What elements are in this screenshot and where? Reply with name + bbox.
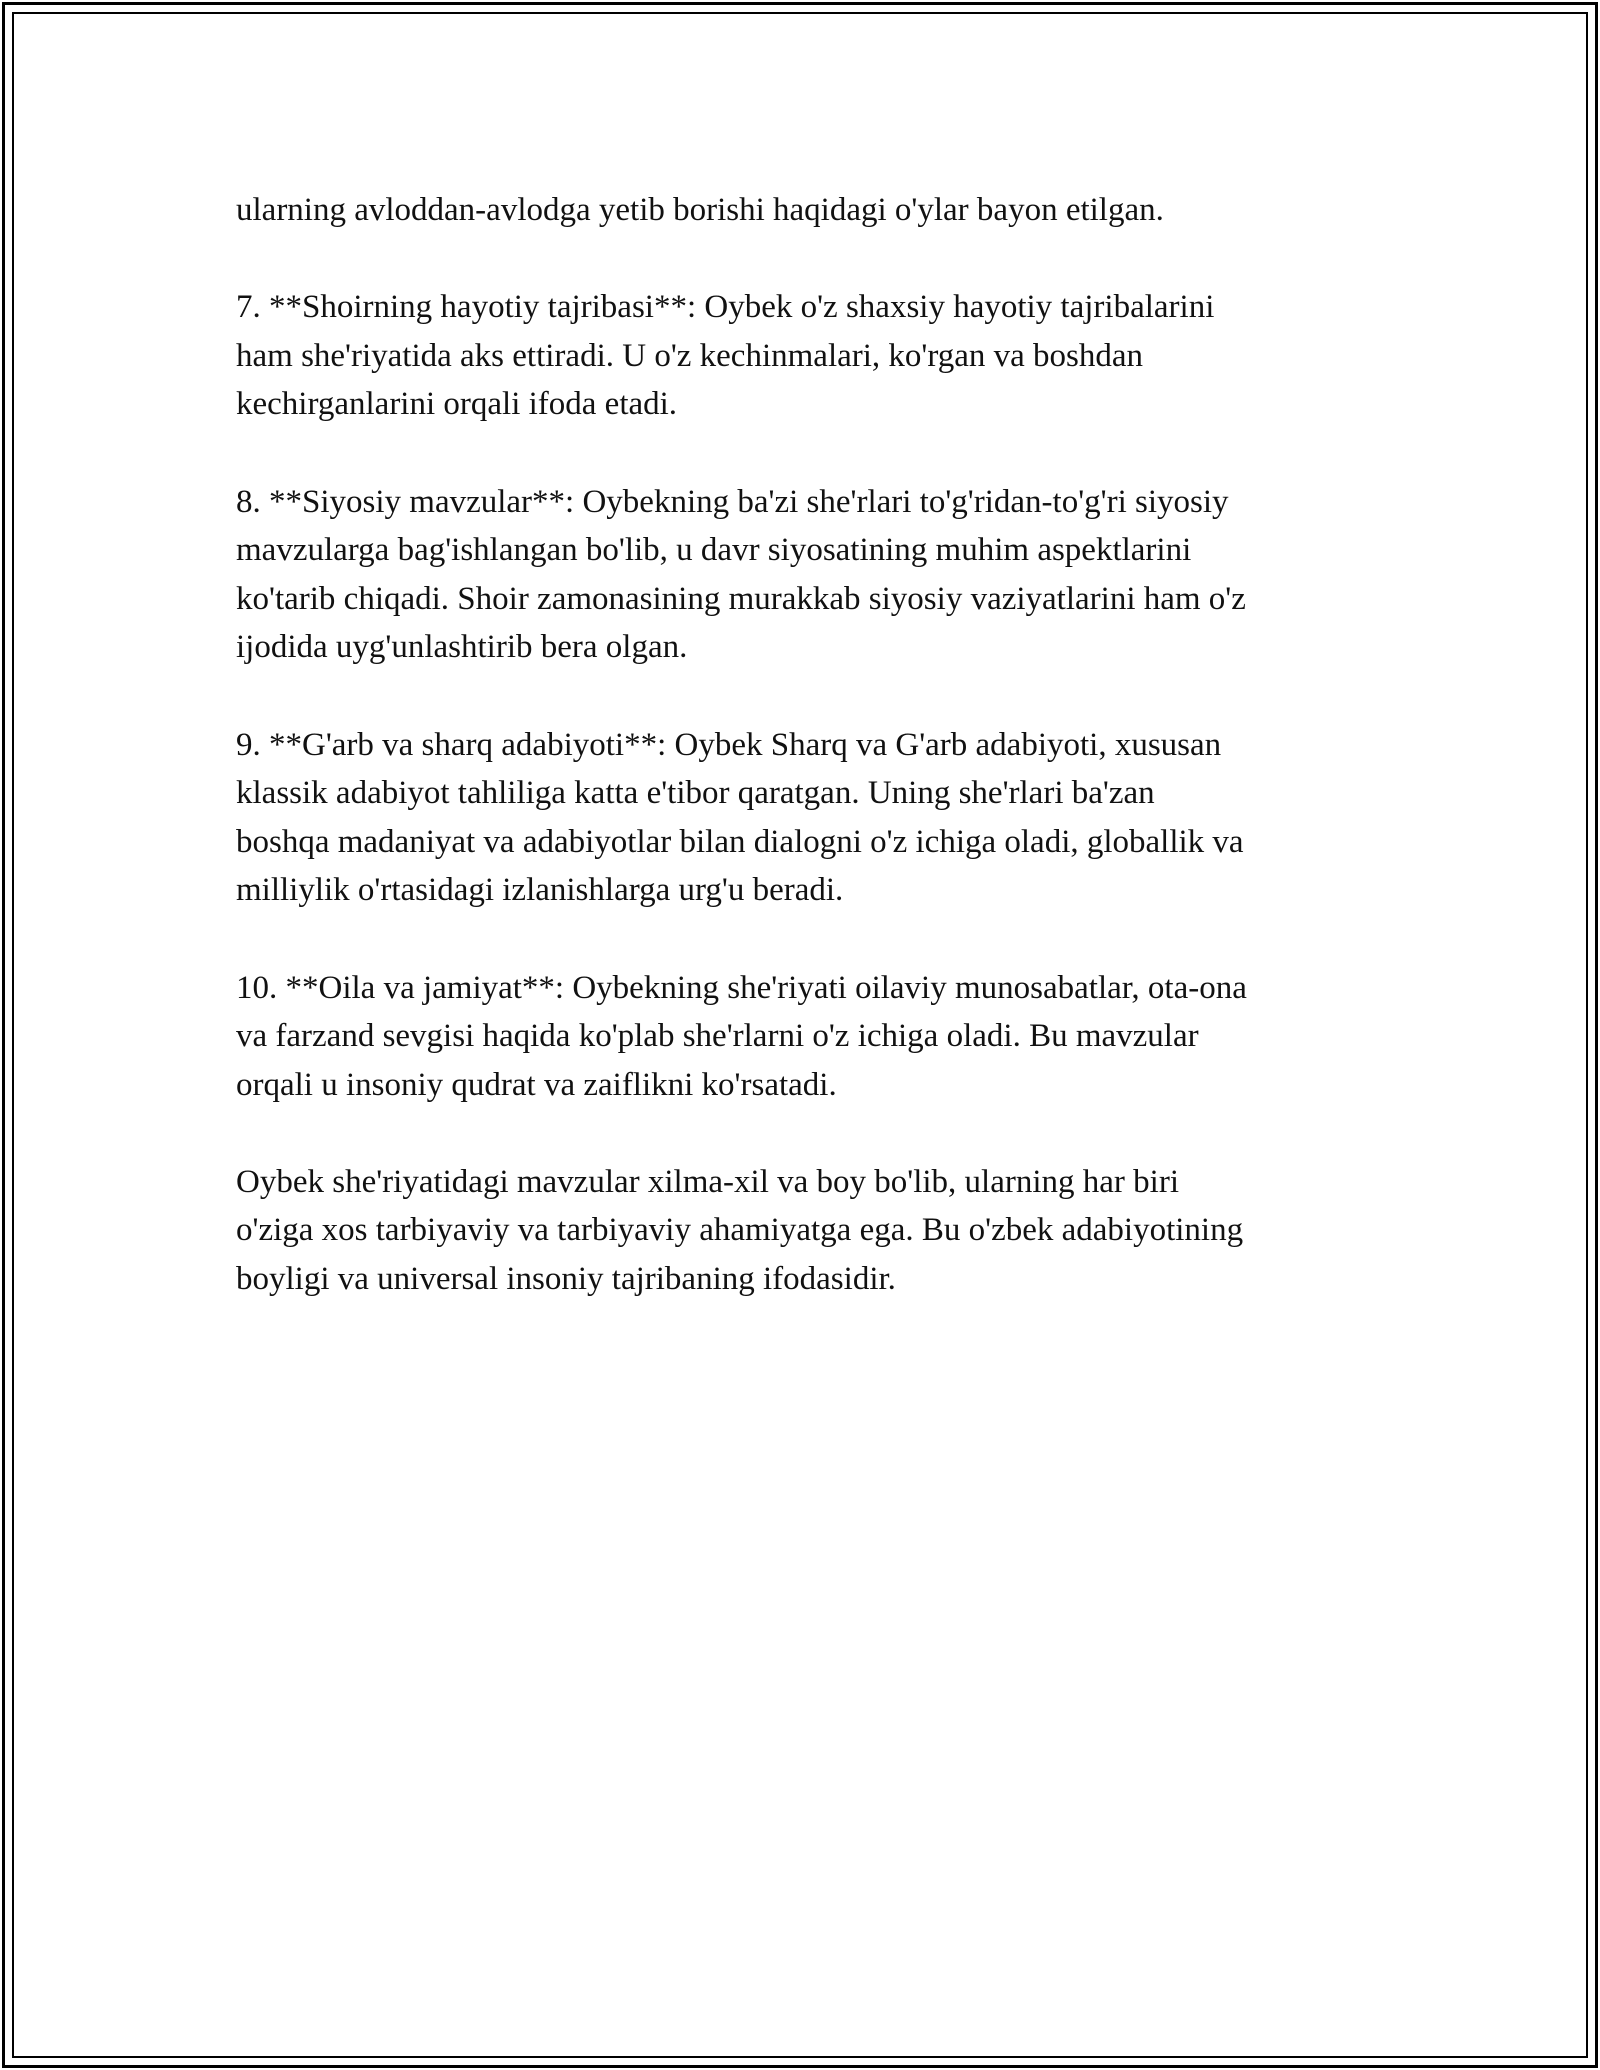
text-line: va farzand sevgisi haqida ko'plab she'rlarni o'z ichiga oladi. Bu mavzular: [236, 1018, 1199, 1055]
text-line: milliylik o'rtasidagi izlanishlarga urg'u beradi.: [236, 872, 844, 909]
document-body: [236, 186, 1386, 1352]
text-line: 7. **Shoirning hayotiy tajribasi**: Oybek o'z shaxsiy hayotiy tajribalarini: [236, 289, 1215, 326]
text-line: o'ziga xos tarbiyaviy va tarbiyaviy ahamiyatga ega. Bu o'zbek adabiyotining: [236, 1212, 1244, 1249]
text-line: 8. **Siyosiy mavzular**: Oybekning ba'zi she'rlari to'g'ridan-to'g'ri siyosiy: [236, 483, 1229, 520]
text-line: kechirganlarini orqali ifoda etadi.: [236, 386, 678, 423]
text-line: ko'tarib chiqadi. Shoir zamonasining murakkab siyosiy vaziyatlarini ham o'z: [236, 580, 1246, 617]
paragraph-conclusion: [236, 1158, 1386, 1304]
text-line: mavzularga bag'ishlangan bo'lib, u davr siyosatining muhim aspektlarini: [236, 532, 1192, 569]
text-line: 10. **Oila va jamiyat**: Oybekning she'riyati oilaviy munosabatlar, ota-ona: [236, 969, 1247, 1006]
text-line: klassik adabiyot tahliliga katta e'tibor qaratgan. Uning she'rlari ba'zan: [236, 775, 1155, 812]
text-line: Oybek she'riyatidagi mavzular xilma-xil va boy bo'lib, ularning har biri: [236, 1163, 1179, 1200]
text-line: ularning avloddan-avlodga yetib borishi haqidagi o'ylar bayon etilgan.: [236, 192, 1164, 228]
text-line: boshqa madaniyat va adabiyotlar bilan dialogni o'z ichiga oladi, globallik va: [236, 823, 1244, 860]
paragraph-item-10: [236, 964, 1386, 1110]
paragraph-continuation: [236, 186, 1386, 235]
text-line: 9. **G'arb va sharq adabiyoti**: Oybek Sharq va G'arb adabiyoti, xususan: [236, 726, 1222, 763]
text-line: ijodida uyg'unlashtirib bera olgan.: [236, 629, 688, 666]
paragraph-item-9: [236, 721, 1386, 915]
text-line: boyligi va universal insoniy tajribaning ifodasidir.: [236, 1261, 896, 1298]
paragraph-item-7: [236, 283, 1386, 429]
text-line: orqali u insoniy qudrat va zaiflikni ko'rsatadi.: [236, 1066, 837, 1103]
text-line: ham she'riyatida aks ettiradi. U o'z kechinmalari, ko'rgan va boshdan: [236, 337, 1144, 374]
paragraph-item-8: [236, 478, 1386, 672]
